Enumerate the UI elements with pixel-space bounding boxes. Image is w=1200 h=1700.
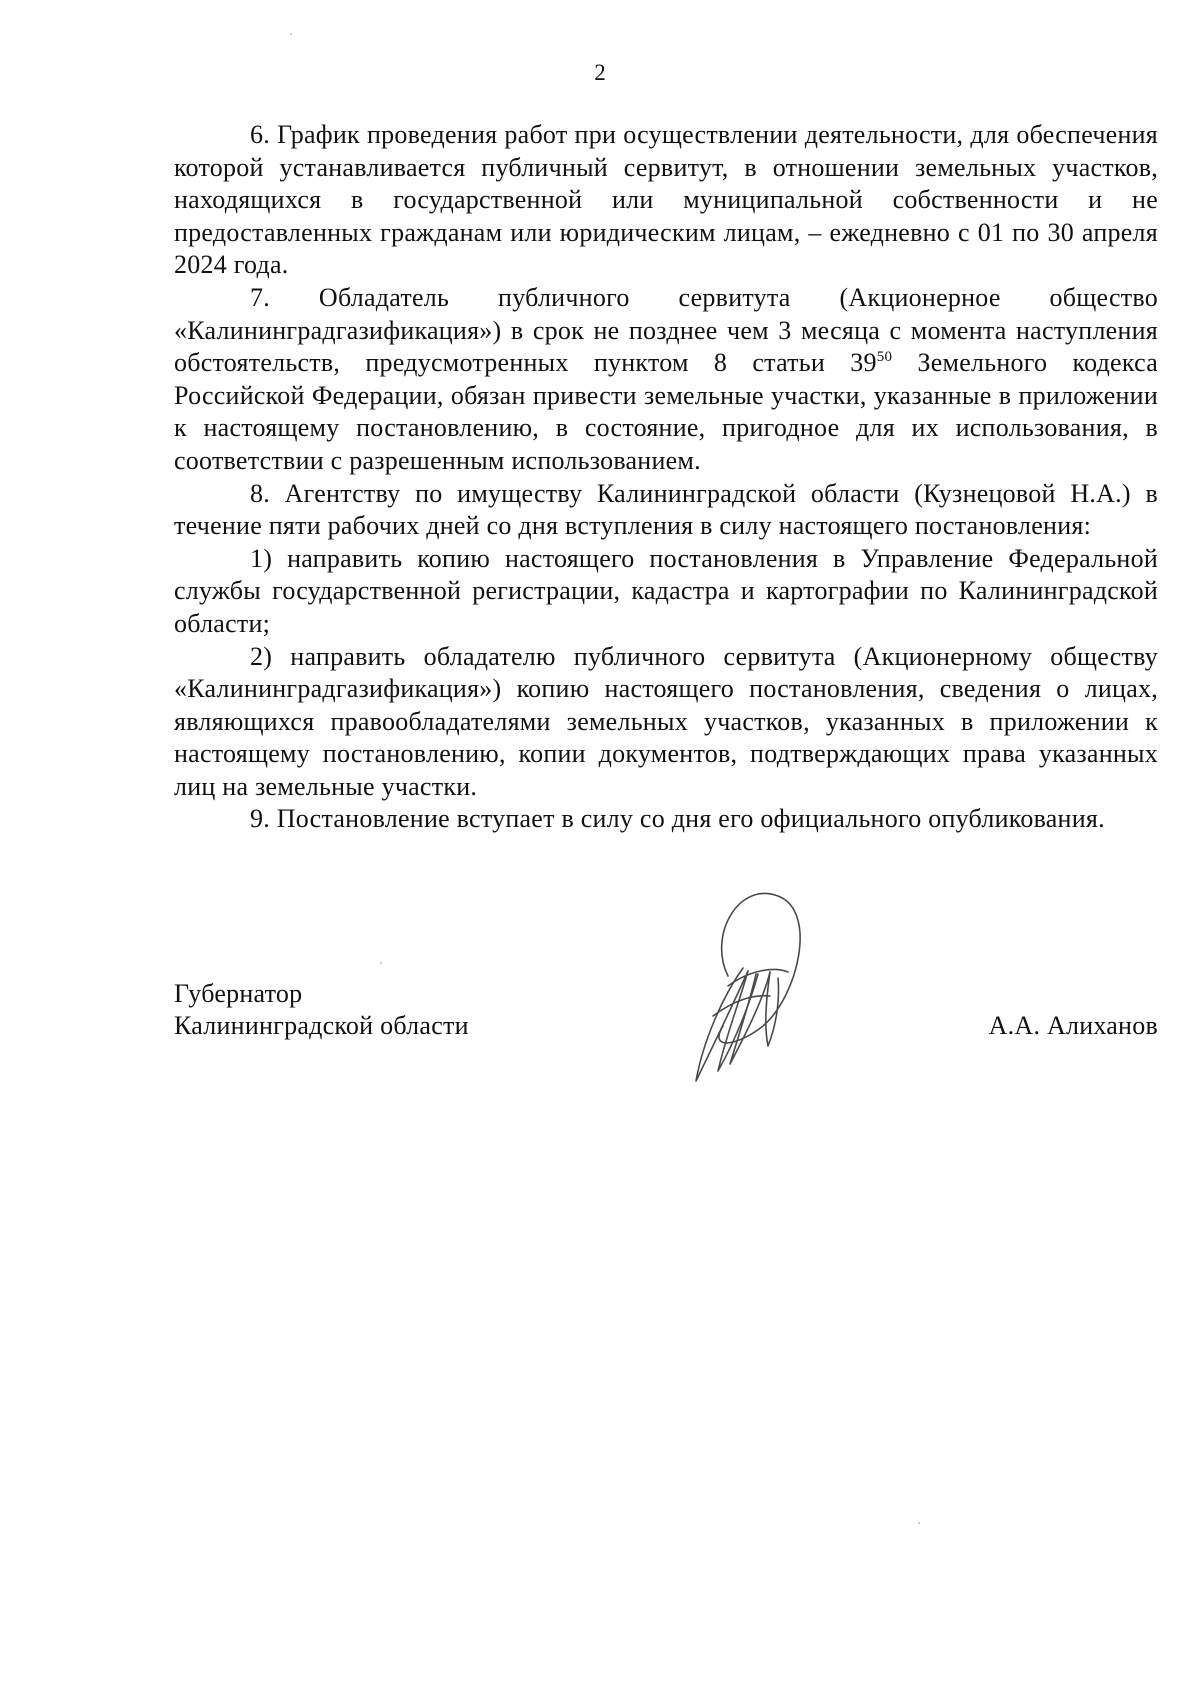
- subparagraph-8-2: 2) направить обладателю публичного сервитута (Акционерному обществу «Калининградгазификация») копию настоящего постановления, сведения о лицах, являющихся правообладателями земельных участков, указанных в приложении к настоящему постановлению, копии документов, подтверждающих права указанных лиц на земельные участки.: [174, 641, 1158, 801]
- subparagraph-8-1: 1) направить копию настоящего постановления в Управление Федеральной службы государственной регистрации, кадастра и картографии по Калининградской области;: [174, 543, 1158, 638]
- scan-speck: [380, 962, 382, 964]
- signatory-title-line-1: Губернатор: [174, 979, 303, 1008]
- scan-speck: [290, 33, 292, 35]
- signatory-name: А.А. Алиханов: [988, 1011, 1158, 1040]
- paragraph-7-text-end: Земельного кодекса Российской Федерации, обязан привести земельные участки, указанные в приложении к настоящему постановлению, в состояние, пригодное для их использования, в соответствии с разрешенным использованием.: [174, 348, 1158, 475]
- paragraph-6: 6. График проведения работ при осуществлении деятельности, для обеспечения которой устанавливается публичный сервитут, в отношении земельных участков, находящихся в государственной или муниципальной собственности и не предоставленных гражданам или юридическим лицам, – ежедневно с 01 по 30 апреля 2024 года.: [174, 120, 1158, 280]
- paragraph-7: [174, 282, 1158, 478]
- document-body: [174, 119, 1158, 836]
- article-number-superscript: 50: [876, 349, 893, 366]
- handwritten-signature: [668, 876, 818, 1086]
- paragraph-7-text-start: 7. Обладатель публичного сервитута (Акционерное общество «Калининградгазификация») в срок не позднее чем 3 месяца с момента наступления обстоятельств, предусмотренных пунктом 8 статьи 39: [174, 282, 1158, 378]
- signatory-title-line-2: Калининградской области: [174, 1011, 469, 1040]
- paragraph-8: 8. Агентству по имуществу Калининградской области (Кузнецовой Н.А.) в течение пяти рабочих дней со дня вступления в силу настоящего постановления:: [174, 478, 1158, 541]
- paragraph-9: 9. Постановление вступает в силу со дня его официального опубликования.: [250, 804, 1105, 834]
- scan-speck: [918, 1522, 920, 1524]
- page-number: 2: [594, 60, 606, 85]
- signatory-title: [174, 978, 469, 1042]
